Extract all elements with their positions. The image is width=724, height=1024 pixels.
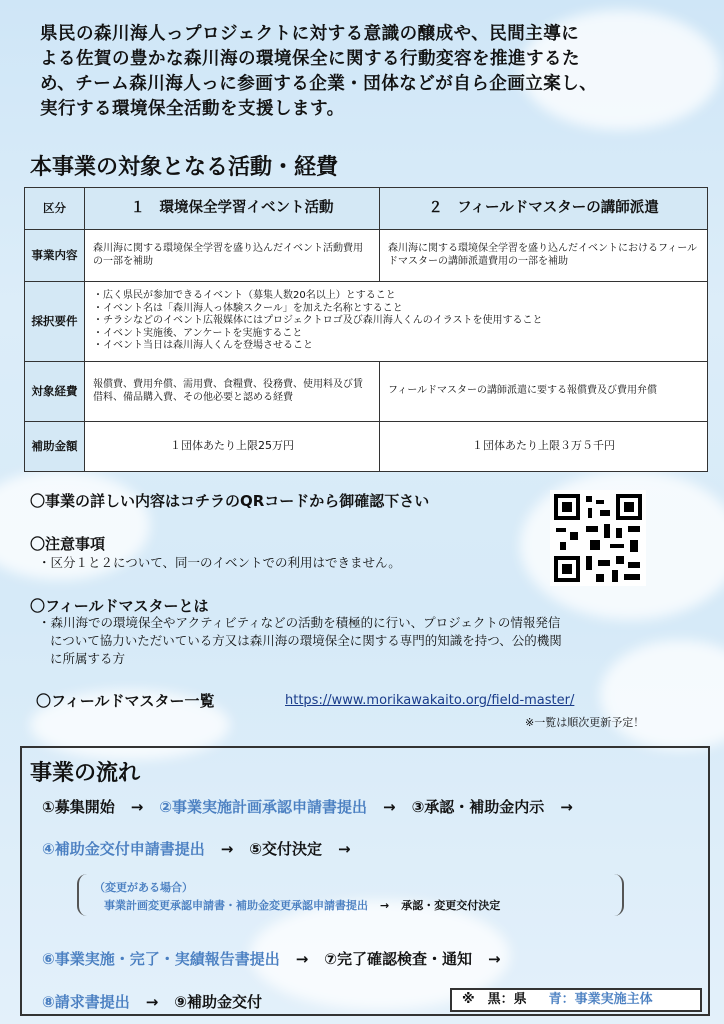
intro-line: 県民の森川海人っプロジェクトに対する意識の醸成や、民間主導に [40, 24, 580, 44]
section-title: 本事業の対象となる活動・経費 [30, 155, 339, 180]
change-submit: 事業計画変更承認申請書・補助金変更承認申請書提出 [104, 899, 368, 912]
flow-step-9: ⑨補助金交付 [174, 993, 262, 1011]
requirements-cell [85, 282, 708, 362]
amount-cell-1: １団体あたり上限25万円 [85, 422, 380, 472]
arrow-icon: → [130, 798, 144, 816]
arrow-icon: → [220, 840, 234, 858]
change-row [104, 897, 500, 913]
color-legend [450, 988, 702, 1012]
row-label-amount: 補助金額 [25, 422, 85, 472]
requirement-item: ・イベント実施後、アンケートを実施すること [93, 327, 303, 339]
details-heading: 〇事業の詳しい内容はコチラのQRコードから御確認下さい [30, 492, 430, 510]
arrow-icon: → [380, 899, 390, 912]
flow-row-1 [42, 796, 573, 817]
arrow-icon: → [145, 993, 159, 1011]
cost-cell-1: 報償費、費用弁償、需用費、食糧費、役務費、使用料及び賃借料、備品購入費、その他必要と認める経費 [85, 362, 380, 422]
legend-black: ※ 黒：県 [462, 992, 527, 1007]
arrow-icon: → [295, 950, 309, 968]
flow-step-5: ⑤交付決定 [249, 840, 322, 858]
amount-cell-2: １団体あたり上限３万５千円 [380, 422, 708, 472]
notes-heading: 〇注意事項 [30, 535, 106, 553]
field-master-list-heading: 〇フィールドマスター一覧 [36, 692, 215, 710]
flow-step-8: ⑧請求書提出 [42, 993, 130, 1011]
row-label-content: 事業内容 [25, 230, 85, 282]
table-header-category: 区分 [25, 188, 85, 230]
flow-step-7: ⑦完了確認検査・通知 [324, 950, 472, 968]
table-header-activity-1: １ 環境保全学習イベント活動 [85, 188, 380, 230]
field-master-desc-line: ・森川海での環境保全やアクティビティなどの活動を積極的に行い、プロジェクトの情報発信 [38, 615, 561, 630]
requirement-item: ・広く県民が参加できるイベント（募集人数20名以上）とすること [93, 290, 396, 302]
flow-row-2 [42, 838, 367, 859]
arrow-icon: → [560, 798, 573, 816]
flow-row-4 [42, 991, 262, 1012]
change-label: （変更がある場合） [94, 881, 193, 894]
content-cell-1: 森川海に関する環境保全学習を盛り込んだイベント活動費用の一部を補助 [85, 230, 380, 282]
cost-cell-2: フィールドマスターの講師派遣に要する報償費及び費用弁償 [380, 362, 708, 422]
flow-step-3: ③承認・補助金内示 [411, 798, 545, 816]
field-master-desc [38, 614, 562, 668]
intro-line: め、チーム森川海人っに参画する企業・団体などが自ら企画立案し、 [40, 74, 598, 94]
content-cell-2: 森川海に関する環境保全学習を盛り込んだイベントにおけるフィールドマスターの講師派遣費用の一部を補助 [380, 230, 708, 282]
flow-step-4: ④補助金交付申請書提出 [42, 840, 205, 858]
field-master-list-link[interactable]: https://www.morikawakaito.org/field-master/ [285, 693, 575, 708]
notes-text: ・区分１と２について、同一のイベントでの利用はできません。 [38, 555, 401, 570]
field-master-desc-line: について協力いただいている方又は森川海の環境保全に関する専門的知識を持つ、公的機関 [50, 633, 562, 648]
arrow-icon: → [382, 798, 396, 816]
table-header-activity-2: ２ フィールドマスターの講師派遣 [380, 188, 708, 230]
requirement-item: ・イベント当日は森川海人くんを登場させること [93, 340, 313, 352]
requirement-item: ・チラシなどのイベント広報媒体にはプロジェクトロゴ及び森川海人くんのイラストを使用すること [93, 315, 543, 327]
change-result: 承認・変更交付決定 [401, 899, 501, 912]
field-master-heading: 〇フィールドマスターとは [30, 597, 209, 615]
flow-row-3 [42, 948, 517, 969]
intro-text [40, 22, 690, 122]
intro-line: よる佐賀の豊かな森川海の環境保全に関する行動変容を推進するた [40, 49, 580, 69]
activity-table [24, 187, 708, 472]
qr-code-icon [550, 490, 646, 586]
flow-title: 事業の流れ [30, 761, 141, 786]
field-master-desc-line: に所属する方 [50, 651, 126, 666]
requirement-item: ・イベント名は「森川海人っ体験スクール」を加えた名称とすること [93, 302, 403, 314]
flow-step-1: ①募集開始 [42, 798, 115, 816]
arrow-icon: → [337, 840, 351, 858]
cloud-decoration [600, 640, 724, 750]
qr-code[interactable] [550, 490, 646, 586]
legend-blue: 青：事業実施主体 [548, 992, 653, 1007]
arrow-icon: → [487, 950, 501, 968]
intro-line: 実行する環境保全活動を支援します。 [40, 99, 345, 119]
row-label-costs: 対象経費 [25, 362, 85, 422]
row-label-requirements: 採択要件 [25, 282, 85, 362]
list-update-note: ※一覧は順次更新予定！ [525, 716, 645, 729]
flow-step-6: ⑥事業実施・完了・実績報告書提出 [42, 950, 280, 968]
flow-step-2: ②事業実施計画承認申請書提出 [159, 798, 367, 816]
